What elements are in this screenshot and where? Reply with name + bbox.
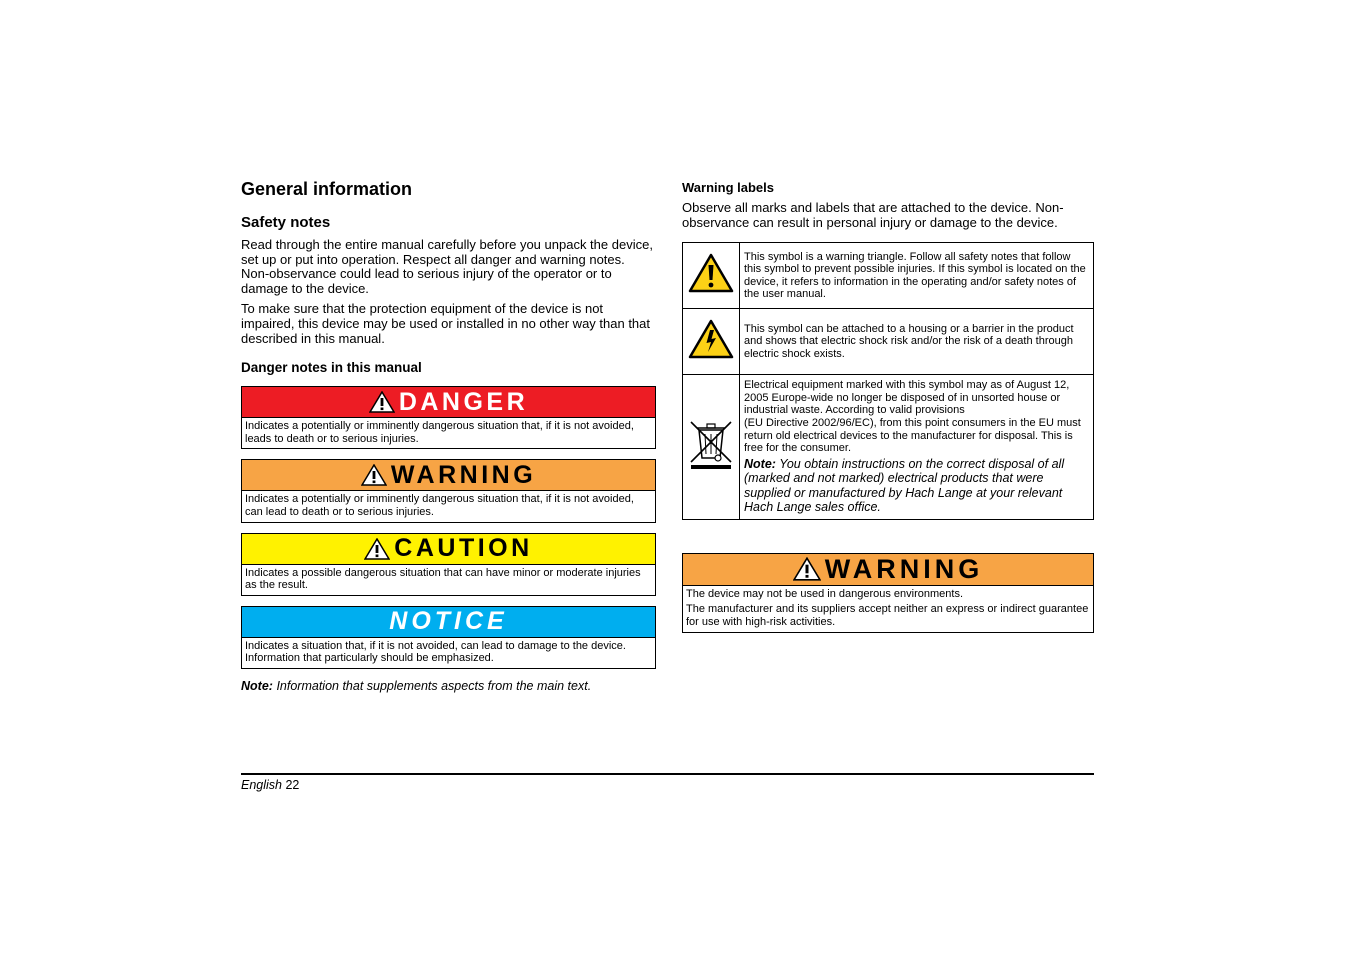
page-footer [241,778,299,792]
note-line [241,679,656,693]
icon-cell [683,309,740,375]
label-description [740,375,1094,520]
note-label: Note: [241,678,273,693]
weee-text-1: Electrical equipment marked with this symbol may as of August 12, 2005 Europe-wide no longer be disposed of in unsorted house or industrial waste. According to valid provisions [744,379,1070,417]
right-column [682,178,1094,633]
safety-notes-heading: Safety notes [241,214,331,231]
environment-warning-line-2: The manufacturer and its suppliers accept neither an express or indirect guarantee for use with high-risk activities. [686,603,1089,628]
safety-paragraph-1: Read through the entire manual carefully before you unpack the device, set up or put into operation. Respect all danger and warning notes. Non-observance could lead to serious injury of the operator or to damage to the device. [241,237,653,296]
warning-description: Indicates a potentially or imminently dangerous situation that, if it is not avoided, can lead to death or to serious injuries. [245,493,634,518]
footer-language: English [241,778,282,792]
left-column [241,178,656,693]
page-title: General information [241,179,413,199]
notice-description: Indicates a situation that, if it is not avoided, can lead to damage to the device. Information that particularly should be emphasized. [245,639,626,665]
notice-banner [242,607,655,638]
danger-banner [242,387,655,418]
safety-paragraph-2: To make sure that the protection equipment of the device is not impaired, this device may be used or installed in no other way than that described in this manual. [241,301,651,346]
icon-cell [683,243,740,309]
weee-note [744,457,1089,515]
danger-notes-heading: Danger notes in this manual [241,360,422,376]
electric-shock-icon [688,319,734,359]
crossed-bin-icon [688,418,734,470]
weee-text-2: (EU Directive 2002/96/EC), from this point consumers in the EU must return old electrical devices to the manufacturer for disposal. This is free for the consumer. [744,416,1081,455]
table-row [683,309,1094,375]
warning-label: WARNING [390,460,537,489]
caution-description: Indicates a possible dangerous situation that can have minor or moderate injuries as the result. [245,566,641,592]
table-row [683,243,1094,309]
label-description: This symbol can be attached to a housing or a barrier in the product and shows that electric shock risk and/or the risk of a death through electric shock exists. [740,309,1094,375]
label-description: This symbol is a warning triangle. Follow all safety notes that follow this symbol to prevent possible injuries. If this symbol is located on the device, it refers to information in the operating and/or safety notes of the user manual. [740,243,1094,309]
note-text: Information that supplements aspects from the main text. [276,678,592,693]
warning-triangle-icon [361,464,387,486]
warning-triangle-icon [369,391,395,413]
warning-labels-intro: Observe all marks and labels that are attached to the device. Non-observance can result in personal injury or damage to the device. [682,200,1064,230]
warning-triangle-icon [688,253,734,293]
danger-box [241,386,656,449]
caution-box [241,533,656,596]
environment-warning-line-1: The device may not be used in dangerous environments. [686,587,963,600]
warning-labels-heading: Warning labels [682,180,774,195]
table-row [683,375,1094,520]
caution-label: CAUTION [394,534,533,563]
warning-banner [242,460,655,491]
environment-warning-banner [683,554,1093,586]
icon-cell [683,375,740,520]
environment-warning-label: WARNING [824,553,984,584]
footer-divider [241,773,1094,775]
warning-box [241,459,656,522]
warning-labels-table [682,242,1094,520]
notice-box [241,606,656,669]
danger-label: DANGER [398,387,529,416]
warning-triangle-icon [364,538,390,560]
warning-triangle-icon [793,557,821,581]
environment-warning-description [683,586,1093,632]
weee-note-label: Note: [744,456,776,471]
danger-description: Indicates a potentially or imminently dangerous situation that, if it is not avoided, leads to death or to serious injuries. [245,420,634,445]
environment-warning-box [682,553,1094,633]
weee-note-text: You obtain instructions on the correct disposal of all (marked and not marked) electrical products that were supplied or manufactured by Hach Lange at your relevant Hach Lange sales office. [744,456,1065,515]
caution-banner [242,534,655,565]
footer-page-number: 22 [285,778,300,792]
notice-label: NOTICE [389,607,508,636]
